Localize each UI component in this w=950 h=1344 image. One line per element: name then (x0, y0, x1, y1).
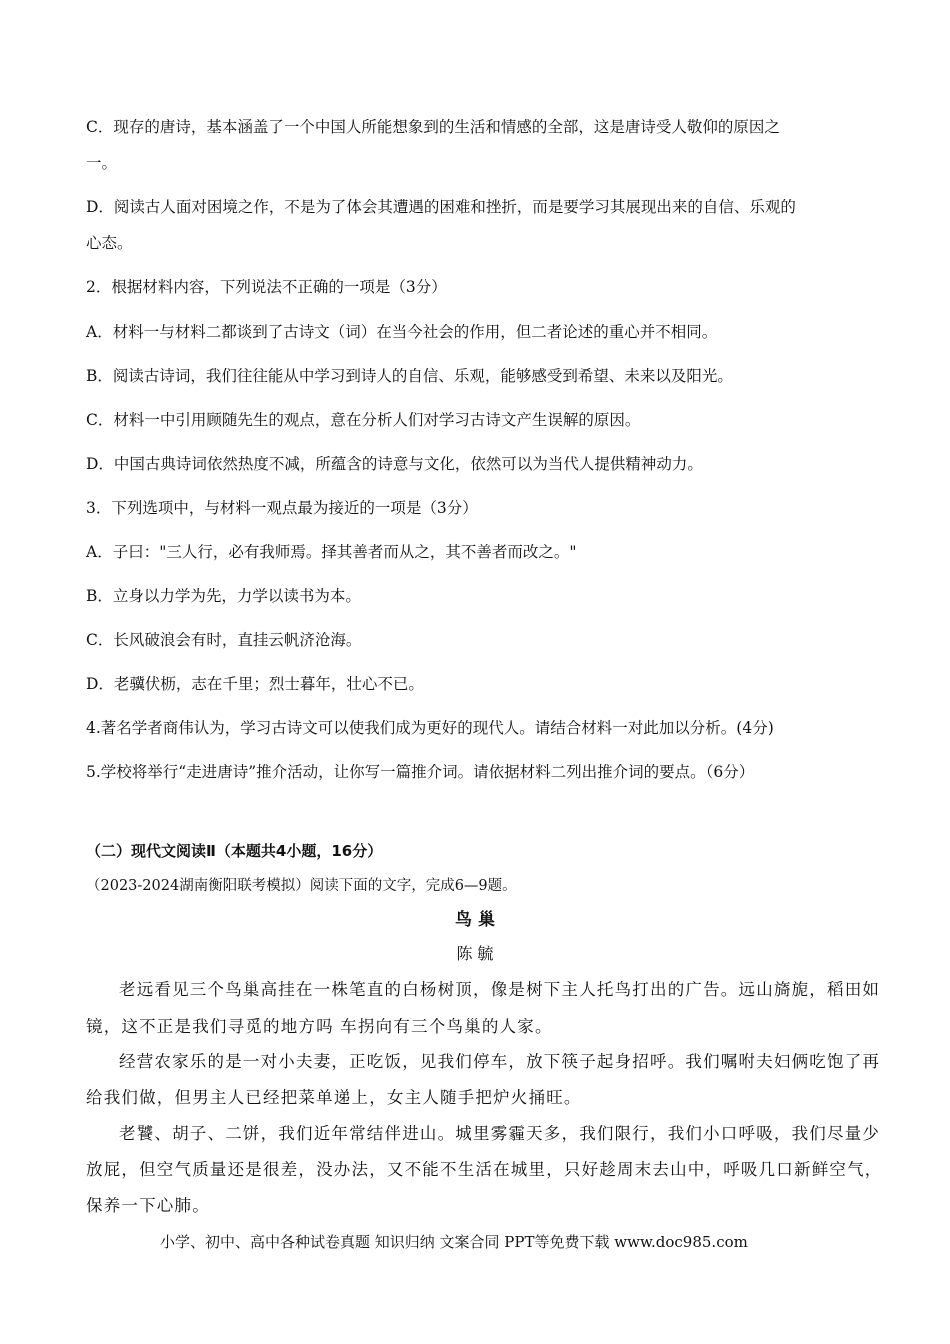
option-d-line2: 心态。 (86, 234, 133, 252)
article-author: 陈 毓 (456, 944, 494, 963)
section-heading: （二）现代文阅读Ⅱ（本题共4小题，16分） (86, 842, 383, 860)
paragraph-3-line2: 放屁，但空气质量还是很差，没办法，又不能不生活在城里，只好趁周末去山中，呼吸几口新鲜空气， (86, 1160, 883, 1179)
question-4: 4.著名学者商伟认为，学习古诗文可以使我们成为更好的现代人。请结合材料一对此加以分析。(4分) (86, 719, 774, 737)
paragraph-1-line1: 老远看见三个鸟巢高挂在一株笔直的白杨树顶，像是树下主人托鸟打出的广告。远山旖旎，稻田如 (119, 980, 881, 999)
q2-option-d: D．中国古典诗词依然热度不减，所蕴含的诗意与文化，依然可以为当代人提供精神动力。 (86, 455, 703, 473)
option-d-line1: D．阅读古人面对困境之作，不是为了体会其遭遇的困难和挫折，而是要学习其展现出来的自信、乐观的 (86, 198, 796, 216)
q3-option-c: C．长风破浪会有时，直挂云帆济沧海。 (86, 631, 362, 649)
q2-option-a: A．材料一与材料二都谈到了古诗文（词）在当今社会的作用，但二者论述的重心并不相同。 (86, 323, 718, 341)
footer-text: 小学、初中、高中各种试卷真题 知识归纳 文案合同 PPT等免费下载 www.doc985.com (160, 1233, 748, 1251)
question-3: 3．下列选项中，与材料一观点最为接近的一项是（3分） (86, 499, 478, 517)
option-c-line2: 一。 (86, 154, 118, 172)
paragraph-2-line1: 经营农家乐的是一对小夫妻，正吃饭，见我们停车，放下筷子起身招呼。我们嘱咐夫妇俩吃饱了再 (119, 1052, 881, 1071)
paragraph-2-line2: 给我们做，但男主人已经把菜单递上，女主人随手把炉火捅旺。 (86, 1088, 582, 1107)
q2-option-c: C．材料一中引用顾随先生的观点，意在分析人们对学习古诗文产生误解的原因。 (86, 411, 641, 429)
q3-option-b: B．立身以力学为先，力学以读书为本。 (86, 587, 361, 605)
option-c-line1: C．现存的唐诗，基本涵盖了一个中国人所能想象到的生活和情感的全部，这是唐诗受人敬仰的原因之 (86, 118, 780, 136)
paragraph-3-line3: 保养一下心肺。 (86, 1196, 210, 1215)
article-title: 鸟 巢 (455, 910, 495, 930)
paragraph-1-line2: 镜，这不正是我们寻觅的地方吗 车拐向有三个鸟巢的人家。 (86, 1017, 553, 1036)
paragraph-3-line1: 老饕、胡子、二饼，我们近年常结伴进山。城里雾霾天多，我们限行，我们小口呼吸，我们尽量少 (119, 1124, 881, 1143)
q2-option-b: B．阅读古诗词，我们往往能从中学习到诗人的自信、乐观，能够感受到希望、未来以及阳光。 (86, 367, 733, 385)
question-5: 5.学校将举行“走进唐诗”推介活动，让你写一篇推介词。请依据材料二列出推介词的要点。（6分） (86, 763, 755, 781)
q3-option-d: D．老骥伏枥，志在千里；烈士暮年，壮心不已。 (86, 675, 424, 693)
question-2: 2．根据材料内容，下列说法不正确的一项是（3分） (86, 278, 447, 296)
q3-option-a: A．子曰："三人行，必有我师焉。择其善者而从之，其不善者而改之。" (86, 543, 577, 561)
source-note: （2023-2024湖南衡阳联考模拟）阅读下面的文字，完成6—9题。 (86, 878, 517, 894)
